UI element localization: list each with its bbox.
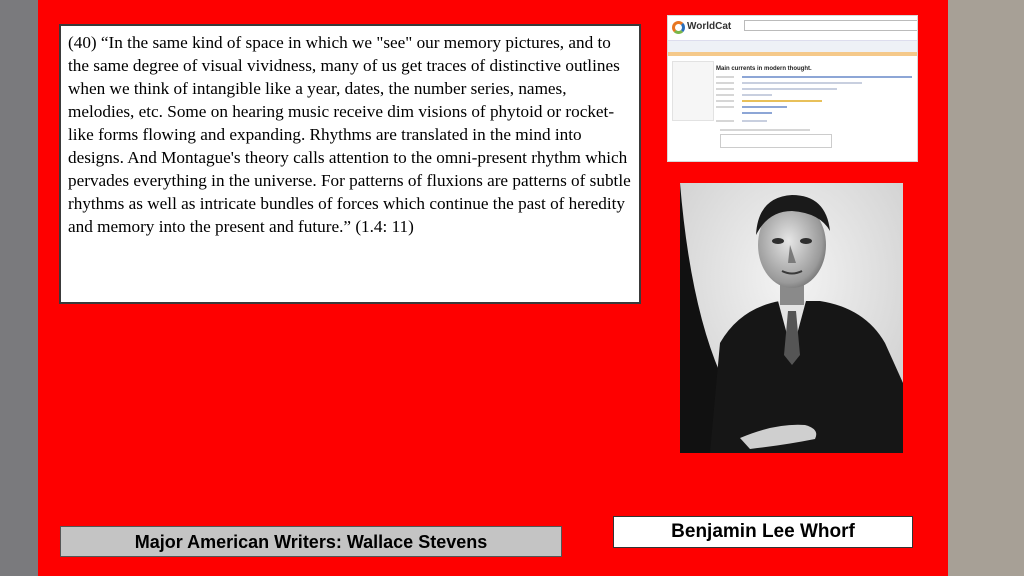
- worldcat-field-value: [742, 106, 787, 108]
- worldcat-field-value: [742, 88, 837, 90]
- worldcat-logo-text: WorldCat: [687, 21, 732, 32]
- worldcat-search-field: [744, 20, 918, 31]
- left-eye: [772, 238, 784, 244]
- worldcat-field-value: [742, 120, 767, 122]
- worldcat-field-label: [716, 76, 734, 78]
- worldcat-field-value: [742, 94, 772, 96]
- worldcat-field-label: [716, 94, 734, 96]
- portrait-photo: [680, 183, 903, 453]
- worldcat-field-value: [742, 82, 862, 84]
- right-eye: [800, 238, 812, 244]
- worldcat-record-title: Main currents in modern thought.: [716, 66, 812, 72]
- worldcat-field-label: [716, 106, 734, 108]
- worldcat-field-label: [716, 120, 734, 122]
- footer-course-box: [60, 526, 562, 557]
- quote-text: (40) “In the same kind of space in which we "see" our memory pictures, and to the same degree of visual vividness, many of us get traces of distinctive outlines when we think of intangible like a year, dates, the number series, names, melodies, etc. Some on hearing music receive dim visions of phytoid or rocket-like forms flowing and expanding. Rhythms are translated in the mind into designs. And Montague's theory calls attention to the omni-present rhythm which pervades everything in the universe. For patterns of fluxions are patterns of subtle rhythms as well as intricate bundles of forces which continue the past of heredity and memory into the present and future.” (1.4: 11): [68, 33, 631, 236]
- left-border-bar: [0, 0, 38, 576]
- quote-text-box: [59, 24, 641, 304]
- worldcat-header: [668, 16, 917, 38]
- caption-name-box: [613, 516, 913, 548]
- portrait-drawing: [680, 183, 903, 453]
- worldcat-inner-search: [720, 134, 832, 148]
- worldcat-screenshot: [667, 15, 918, 162]
- worldcat-field-value: [742, 112, 772, 114]
- worldcat-accent-strip: [668, 52, 917, 56]
- worldcat-search-hint: [720, 129, 810, 131]
- worldcat-field-label: [716, 88, 734, 90]
- caption-name: Benjamin Lee Whorf: [671, 521, 855, 542]
- worldcat-field-value: [742, 76, 912, 78]
- right-border-bar: [948, 0, 1024, 576]
- worldcat-field-label: [716, 82, 734, 84]
- worldcat-field-label: [716, 100, 734, 102]
- worldcat-cover-thumbnail: [672, 61, 714, 121]
- worldcat-logo-icon: [672, 21, 685, 34]
- worldcat-rating: [742, 100, 822, 102]
- footer-course-title: Major American Writers: Wallace Stevens: [134, 532, 488, 552]
